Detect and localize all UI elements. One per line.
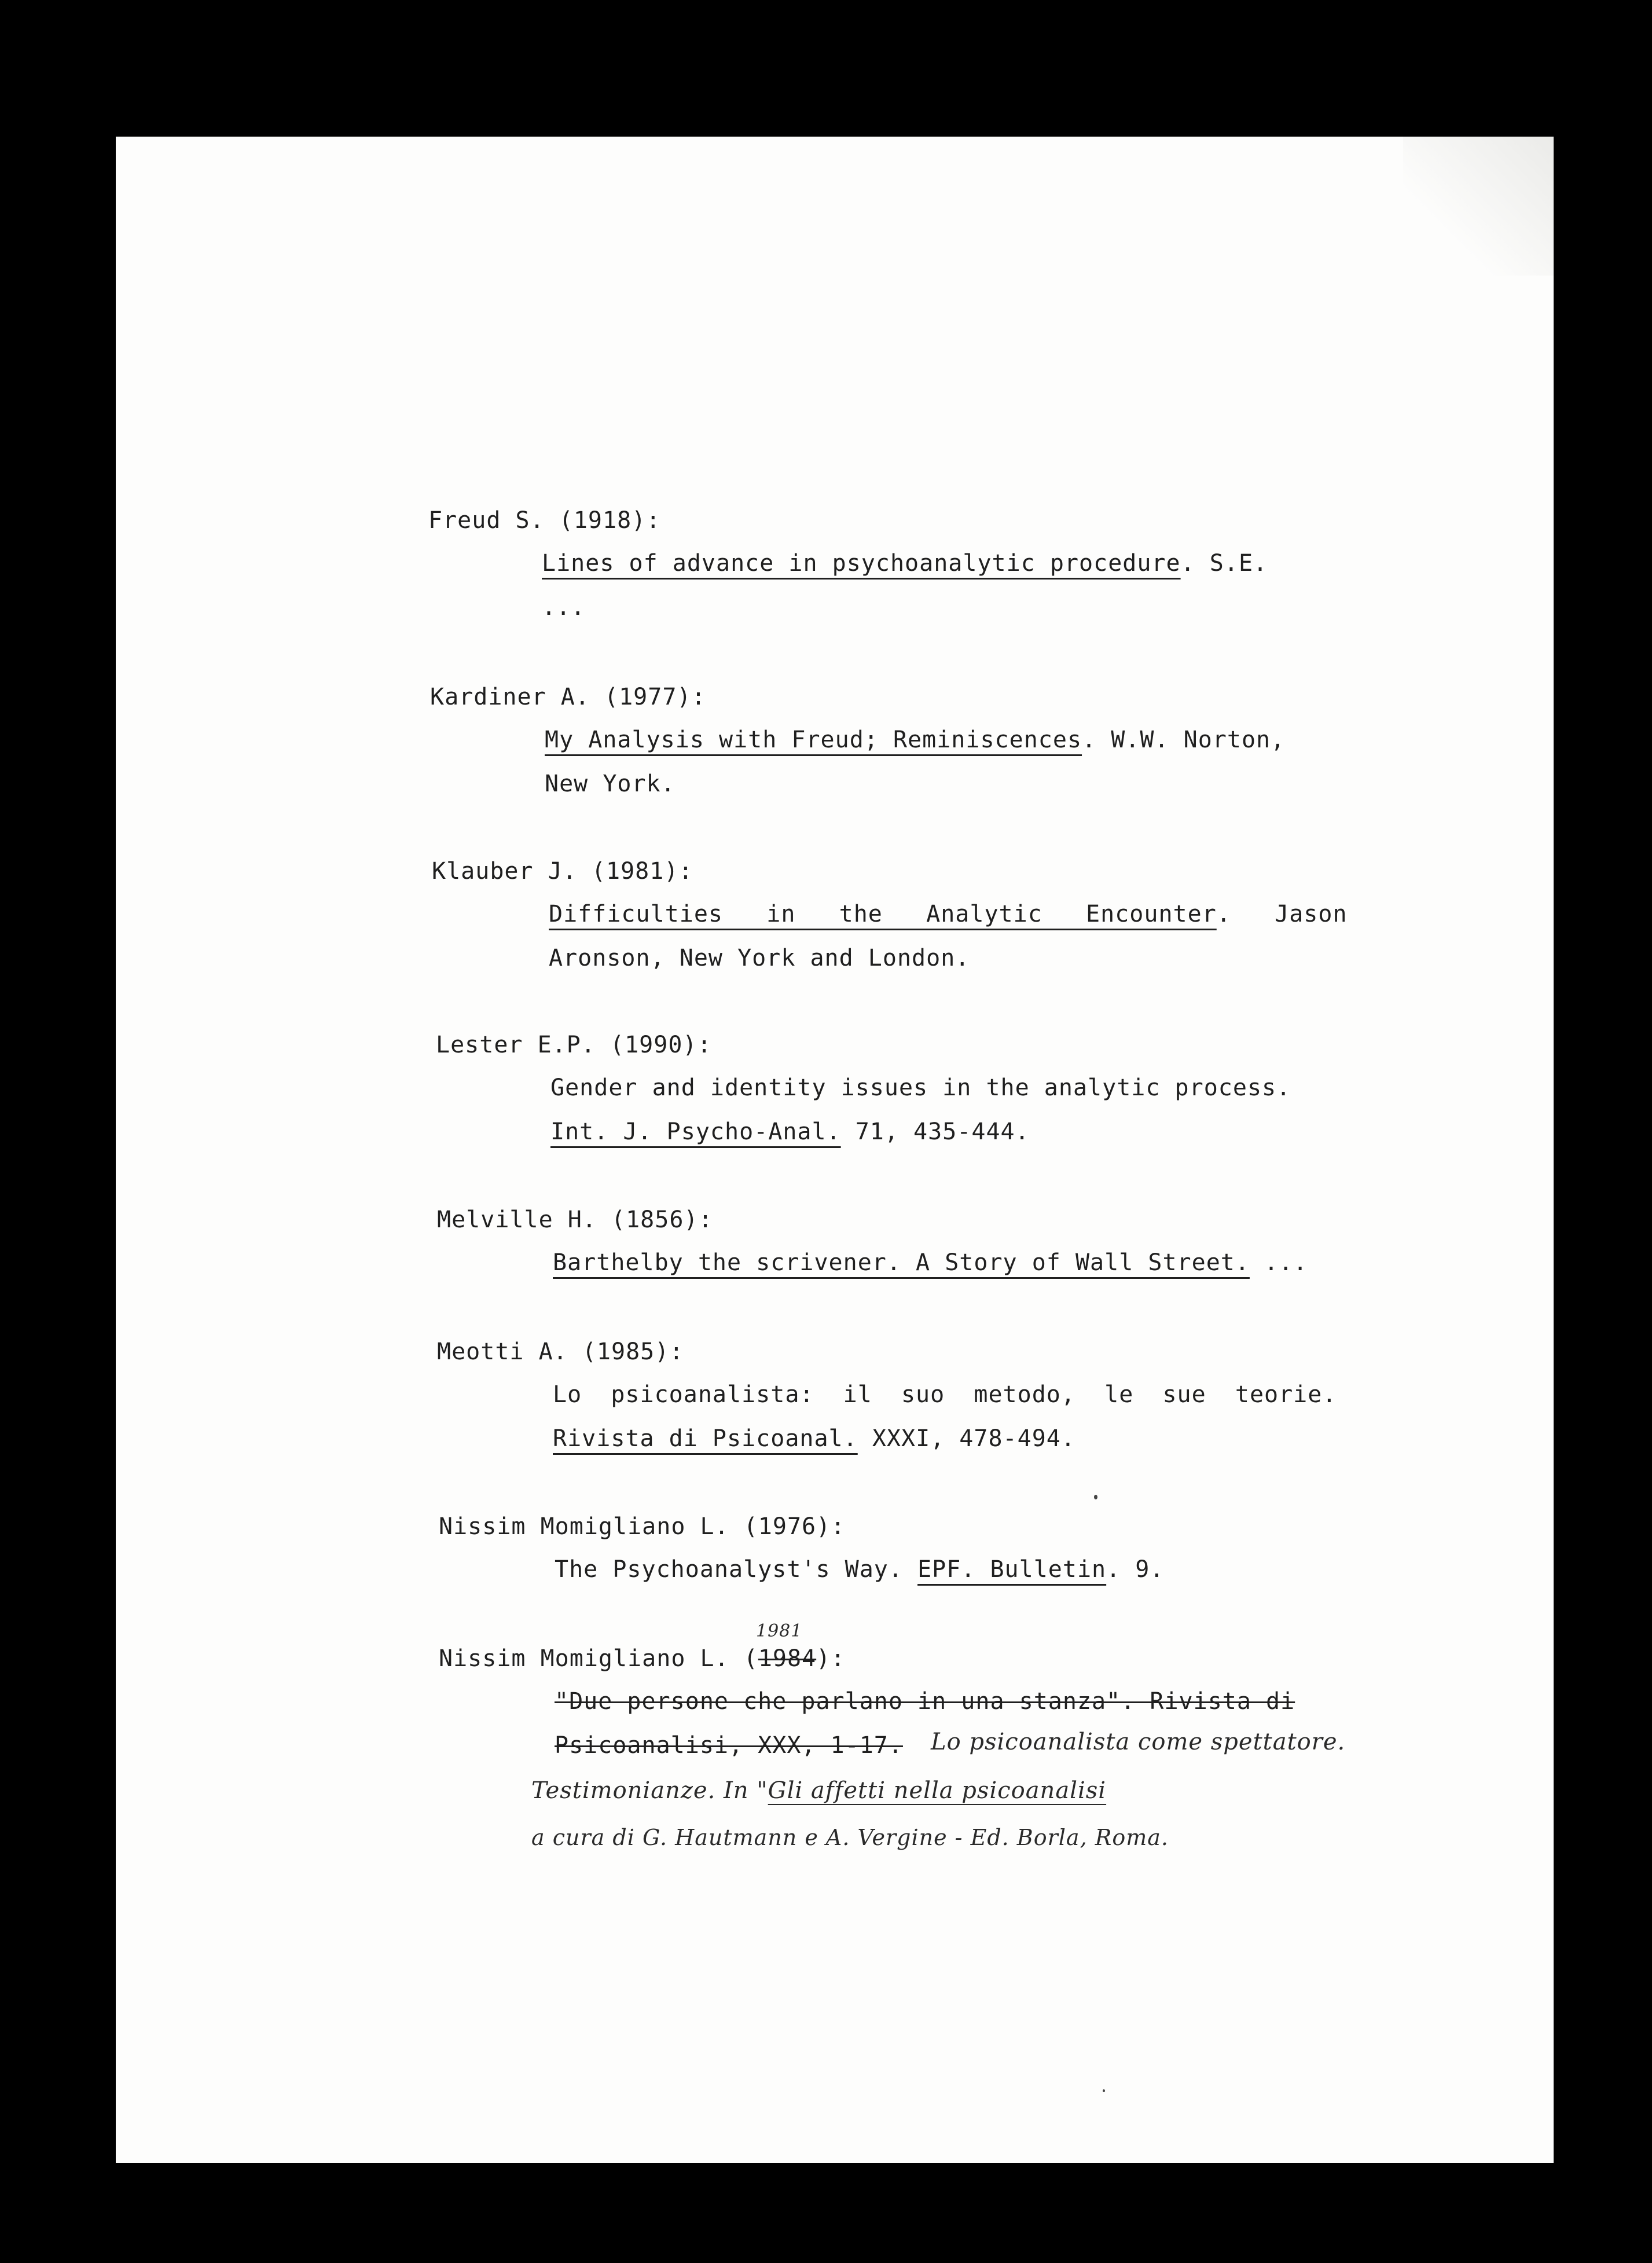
reference-title: The Psychoanalyst's Way.	[555, 1556, 918, 1583]
reference-detail: ...	[1249, 1249, 1308, 1276]
reference-line	[555, 1556, 1164, 1583]
reference-title: My Analysis with Freud; Reminiscences	[545, 727, 1082, 753]
reference-author: Kardiner A. (1977):	[430, 684, 706, 710]
reference-title: Lines of advance in psychoanalytic procedure	[542, 550, 1181, 577]
reference-line	[549, 901, 1348, 927]
handwritten-line	[531, 1777, 1106, 1804]
paper-speck	[1103, 2089, 1105, 2092]
reference-line: Aronson, New York and London.	[549, 945, 970, 971]
document-page	[116, 137, 1554, 2163]
reference-detail: XXXI, 478-494.	[857, 1425, 1075, 1452]
handwritten-year-correction: 1981	[756, 1621, 803, 1641]
reference-line	[545, 727, 1285, 753]
reference-detail: . W.W. Norton,	[1082, 727, 1286, 753]
reference-line	[542, 550, 1268, 577]
struck-title-line: "Due persone che parlano in una stanza". Rivista di	[555, 1688, 1295, 1715]
reference-title: Barthelby the scrivener. A Story of Wall Street.	[553, 1249, 1250, 1276]
reference-line	[550, 1118, 1030, 1145]
reference-author: Melville H. (1856):	[437, 1206, 713, 1233]
reference-line: Lo psicoanalista: il suo metodo, le sue teorie.	[553, 1381, 1337, 1408]
reference-detail: . Jason	[1216, 901, 1348, 927]
author-suffix: ):	[816, 1645, 846, 1672]
reference-author: Meotti A. (1985):	[437, 1338, 684, 1365]
handwritten-line: a cura di G. Hautmann e A. Vergine - Ed. Borla, Roma.	[531, 1825, 1169, 1850]
reference-author	[439, 1645, 845, 1672]
author-prefix: Nissim Momigliano L. (	[439, 1645, 758, 1672]
struck-year: 1984	[758, 1645, 817, 1672]
struck-journal-line	[555, 1732, 903, 1759]
reference-line: New York.	[545, 771, 676, 797]
reference-detail: . 9.	[1106, 1556, 1165, 1583]
paper-speck	[1094, 1495, 1097, 1499]
struck-detail: , XXX, 1-17.	[728, 1732, 903, 1759]
reference-author: Nissim Momigliano L. (1976):	[439, 1513, 846, 1540]
reference-line: ...	[542, 594, 586, 621]
reference-journal: Int. J. Psycho-Anal.	[550, 1118, 841, 1145]
reference-detail: 71, 435-444.	[840, 1118, 1030, 1145]
handwritten-title: Lo psicoanalista come spettatore.	[931, 1729, 1346, 1755]
reference-author: Freud S. (1918):	[428, 507, 661, 534]
reference-journal: EPF. Bulletin	[917, 1556, 1107, 1583]
struck-journal: Psicoanalisi	[555, 1732, 729, 1759]
reference-author: Klauber J. (1981):	[432, 858, 693, 885]
reference-title: Difficulties in the Analytic Encounter	[549, 901, 1217, 927]
handwritten-text: Testimonianze. In "	[531, 1777, 768, 1804]
reference-author: Lester E.P. (1990):	[436, 1032, 712, 1058]
reference-line	[553, 1425, 1075, 1452]
reference-line: Gender and identity issues in the analytic process.	[550, 1074, 1291, 1101]
reference-journal: Rivista di Psicoanal.	[553, 1425, 858, 1452]
reference-detail: . S.E.	[1180, 550, 1268, 577]
handwritten-book-title: Gli affetti nella psicoanalisi	[768, 1777, 1107, 1804]
reference-line	[553, 1249, 1308, 1276]
